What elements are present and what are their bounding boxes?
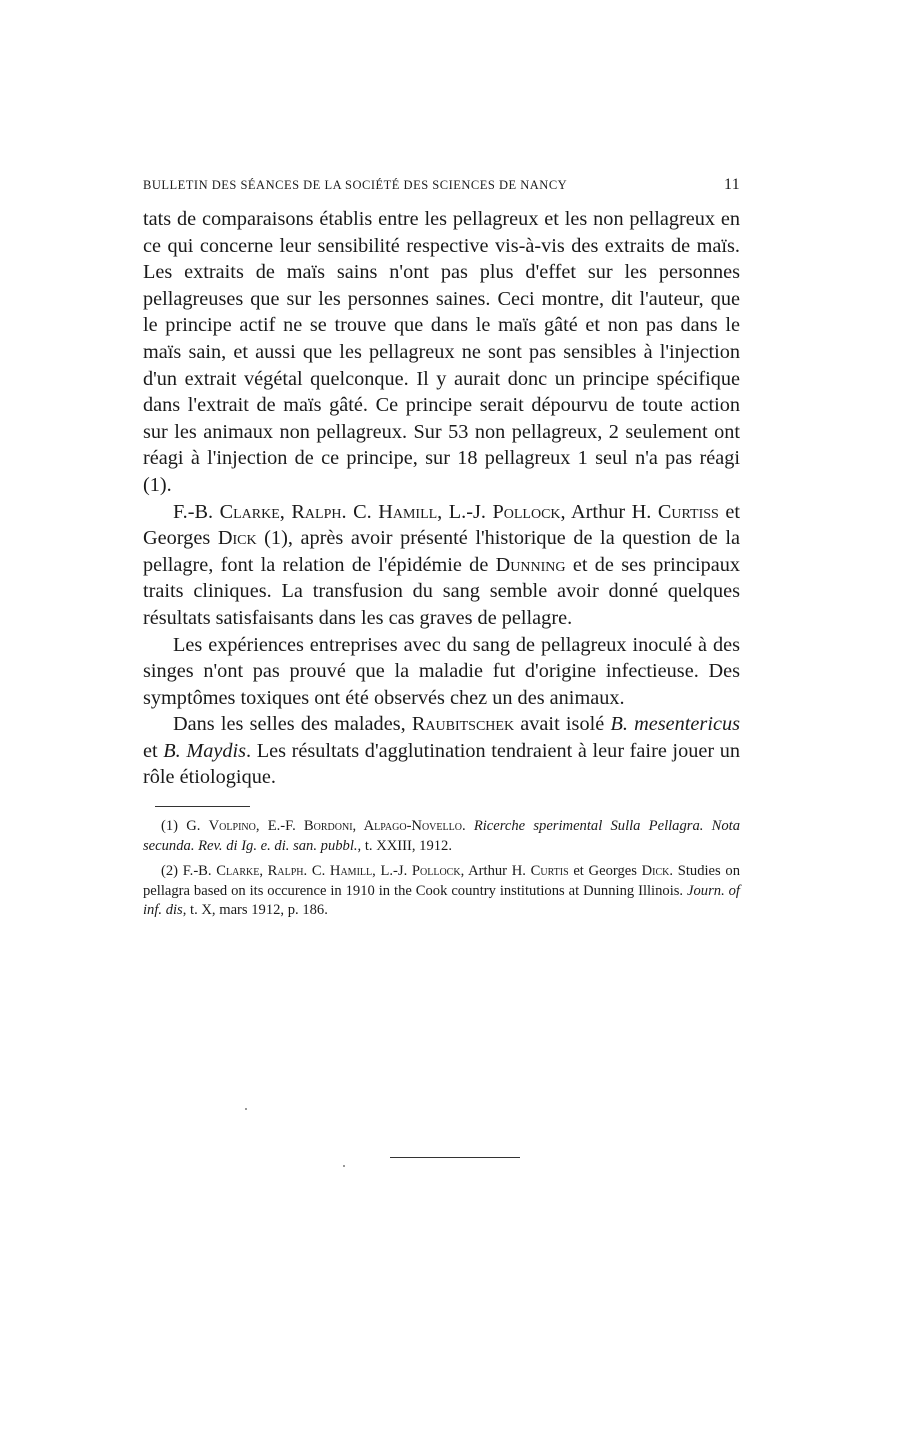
- text-run: et de ses principaux traits cliniques. La transfusion du sang semble avoir donné quelques résultats satisfaisants dans les cas graves de pellagre.: [143, 553, 741, 629]
- footnote-marker: (2): [161, 863, 183, 880]
- running-head: [143, 176, 740, 198]
- text-run: Dans les selles des malades,: [173, 713, 412, 736]
- footnote-journal: Journ. of inf. dis: [143, 882, 740, 919]
- footnote-authors: Volpino, E.-F. Bordoni, Alpago-Novello: [208, 818, 462, 835]
- speck-mark: [343, 1165, 345, 1167]
- page: [143, 176, 740, 927]
- text-run: Arthur H.: [464, 863, 531, 880]
- text-run: et Georges: [568, 863, 642, 880]
- footnote-rule: [155, 806, 250, 807]
- paragraph-3: Les expériences entreprises avec du sang de pellagreux inoculé à des singes n'ont pas prouvé que la maladie fut d'origine infectieuse. Des symptômes toxiques ont été observés chez un des animaux.: [143, 633, 740, 709]
- text-run: avait isolé: [514, 713, 611, 736]
- author-name: Dick: [217, 527, 257, 550]
- place-name: Dunning: [495, 553, 566, 576]
- end-rule: [390, 1157, 520, 1158]
- body-text: [143, 206, 740, 791]
- footnote-marker: (1) G.: [161, 818, 209, 835]
- footnote-1: [143, 817, 740, 856]
- page-number: 11: [723, 176, 740, 193]
- species-name: B. Maydis: [163, 739, 247, 762]
- running-title: BULLETIN DES SÉANCES DE LA SOCIÉTÉ DES SCIENCES DE NANCY: [143, 178, 568, 192]
- speck-mark: [245, 1108, 247, 1110]
- author-name: Dick: [641, 863, 670, 880]
- footnote-authors: F.-B. Clarke, Ralph. C. Hamill, L.-J. Pollock,: [182, 863, 465, 880]
- text-run: Arthur H.: [565, 500, 658, 523]
- text-run: , t. X, mars 1912, p. 186.: [182, 902, 328, 919]
- author-name: Curtis: [530, 863, 569, 880]
- paragraph-1: tats de comparaisons établis entre les pellagreux et les non pellagreux en ce qui concerne leur sensibilité respective vis-à-vis des extraits de maïs. Les extraits de maïs sains n'ont pas plus d'effet sur les personnes pellagreuses que sur les personnes saines. Ceci montre, dit l'auteur, que le principe actif ne se trouve que dans le maïs gâté et non pas dans le maïs sain, et aussi que les pellagreux ne sont pas sensibles à l'injection d'un extrait végétal quelconque. Il y aurait donc un principe spécifique dans l'extrait de maïs gâté. Ce principe serait dépourvu de toute action sur les animaux non pellagreux. Sur 53 non pellagreux, 2 seulement ont réagi à l'injection de ce principe, sur 18 pellagreux 1 seul n'a pas réagi (1).: [143, 208, 740, 496]
- species-name: B. mesentericus: [610, 713, 740, 736]
- paragraph-4: [143, 711, 740, 791]
- text-run: et Georges: [143, 500, 740, 550]
- author-names: F.-B. Clarke, Ralph. C. Hamill, L.-J. Pollock,: [173, 500, 566, 523]
- text-run: .: [461, 818, 474, 835]
- text-run: , t. XXIII, 1912.: [357, 837, 452, 854]
- footnotes: [143, 817, 740, 921]
- author-name: Raubitschek: [411, 713, 515, 736]
- text-run: et: [143, 739, 164, 762]
- author-name: Curtiss: [657, 500, 719, 523]
- text-run: . Les résultats d'agglutination tendraient à leur faire jouer un rôle étiologique.: [143, 739, 740, 789]
- footnote-2: [143, 862, 740, 921]
- text-run: . Studies on pellagra based on its occurence in 1910 in the Cook country institutions at Dunning Illinois.: [143, 863, 740, 899]
- paragraph-2: [143, 499, 740, 632]
- footnote-title: Ricerche sperimental Sulla Pellagra. Nota secunda. Rev. di Ig. e. di. san. pubbl.: [143, 818, 740, 854]
- text-run: (1), après avoir présenté l'historique de la question de la pellagre, font la relation de l'épidémie de: [143, 527, 740, 576]
